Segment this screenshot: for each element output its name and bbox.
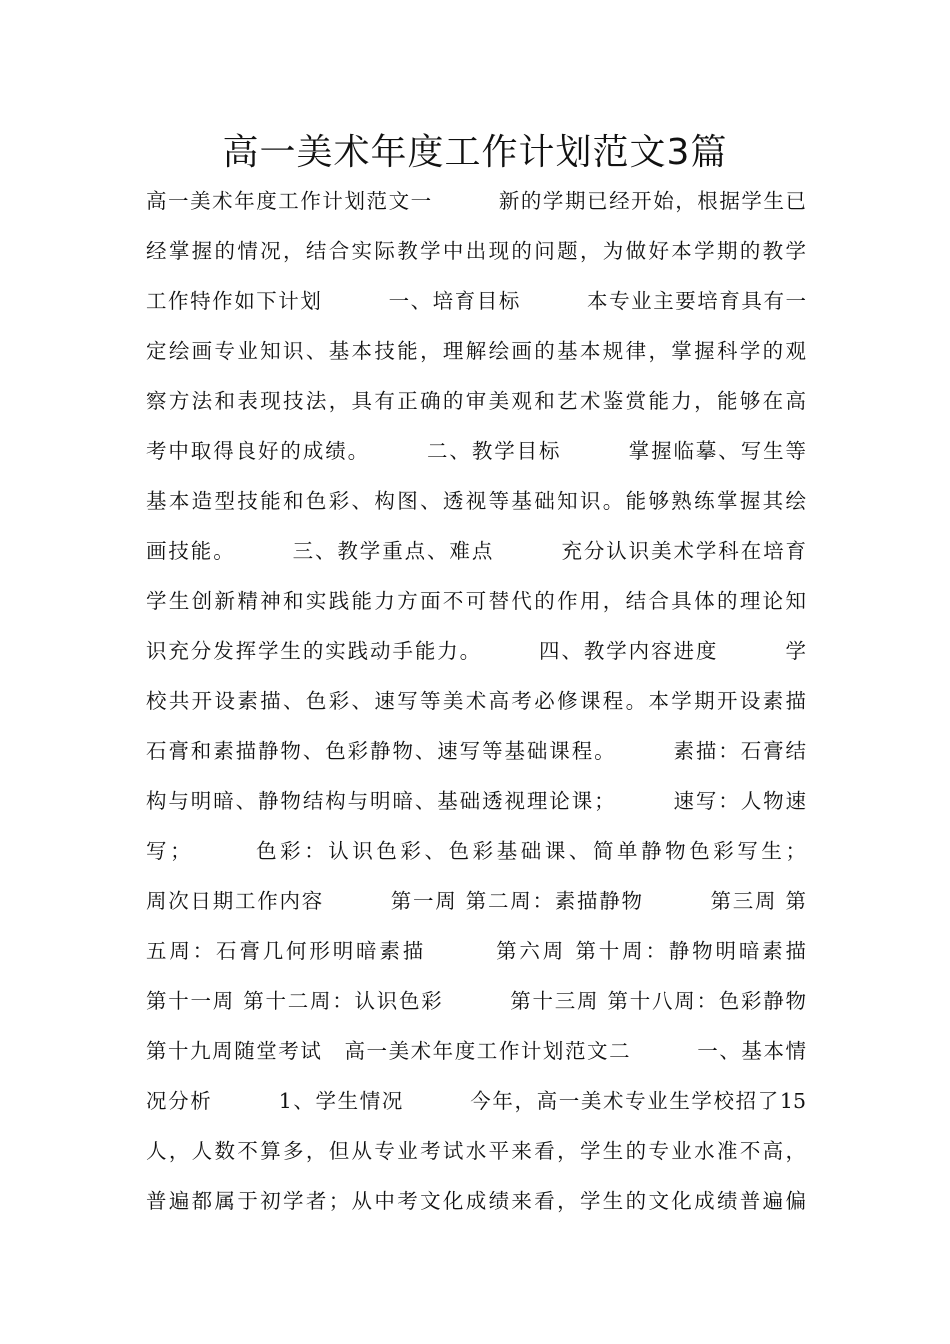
body-line: 第十九周随堂考试 高一美术年度工作计划范文二 一、基本情	[146, 1039, 806, 1063]
body-line: 定绘画专业知识、基本技能，理解绘画的基本规律，掌握科学的观	[146, 339, 806, 363]
body-line: 况分析 1、学生情况 今年，高一美术专业生学校招了15	[146, 1089, 806, 1113]
body-line: 第十一周 第十二周：认识色彩 第十三周 第十八周：色彩静物	[146, 989, 806, 1013]
body-line: 察方法和表现技法，具有正确的审美观和艺术鉴赏能力，能够在高	[146, 389, 806, 413]
body-line: 五周：石膏几何形明暗素描 第六周 第十周：静物明暗素描	[146, 939, 806, 963]
body-line: 人，人数不算多，但从专业考试水平来看，学生的专业水准不高，	[146, 1139, 806, 1163]
body-line: 识充分发挥学生的实践动手能力。 四、教学内容进度 学	[146, 639, 806, 663]
body-line: 构与明暗、静物结构与明暗、基础透视理论课； 速写：人物速	[146, 789, 806, 813]
body-line: 高一美术年度工作计划范文一 新的学期已经开始，根据学生已	[146, 189, 806, 213]
body-line: 画技能。 三、教学重点、难点 充分认识美术学科在培育	[146, 539, 806, 563]
body-line: 考中取得良好的成绩。 二、教学目标 掌握临摹、写生等	[146, 439, 806, 463]
body-line: 普遍都属于初学者；从中考文化成绩来看，学生的文化成绩普遍偏	[146, 1189, 806, 1213]
body-line: 基本造型技能和色彩、构图、透视等基础知识。能够熟练掌握其绘	[146, 489, 806, 513]
body-line: 周次日期工作内容 第一周 第二周：素描静物 第三周 第	[146, 889, 806, 913]
body-line: 校共开设素描、色彩、速写等美术高考必修课程。本学期开设素描	[146, 689, 806, 713]
document-body	[146, 176, 806, 1226]
body-line: 经掌握的情况，结合实际教学中出现的问题，为做好本学期的教学	[146, 239, 806, 263]
body-line: 学生创新精神和实践能力方面不可替代的作用，结合具体的理论知	[146, 589, 806, 613]
body-line: 工作特作如下计划 一、培育目标 本专业主要培育具有一	[146, 289, 806, 313]
body-line: 石膏和素描静物、色彩静物、速写等基础课程。 素描：石膏结	[146, 739, 806, 763]
document-title: 高一美术年度工作计划范文3篇	[222, 132, 728, 173]
body-line: 写； 色彩：认识色彩、色彩基础课、简单静物色彩写生；	[146, 839, 806, 863]
